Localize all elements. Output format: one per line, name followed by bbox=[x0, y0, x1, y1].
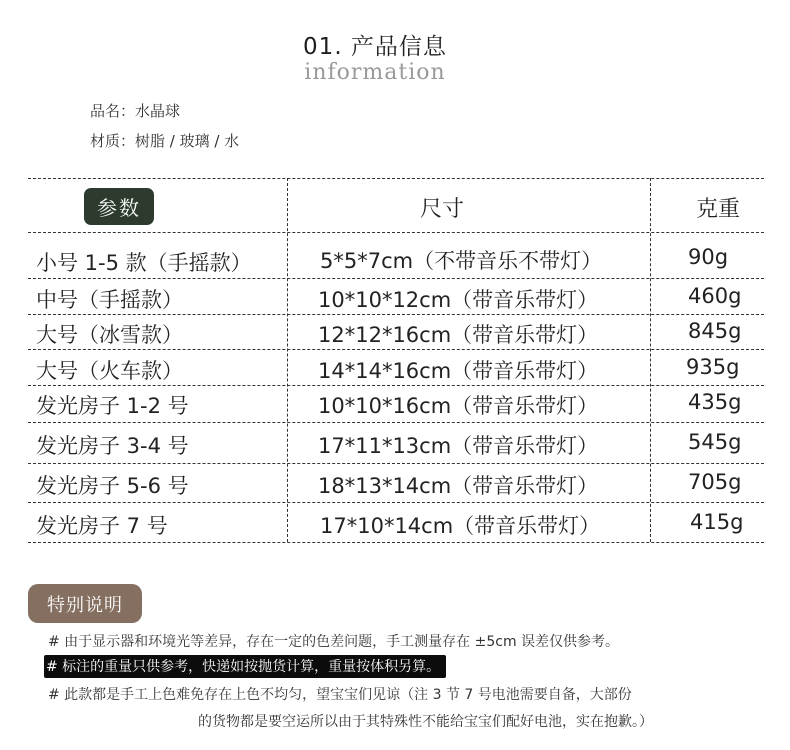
table-border bbox=[28, 178, 764, 179]
note-item-highlighted: # 标注的重量只供参考，快递如按抛货计算，重量按体积另算。 bbox=[44, 655, 446, 678]
cell-size: 10*10*12cm（带音乐带灯） bbox=[318, 288, 599, 312]
header-weight: 克重 bbox=[696, 197, 741, 222]
cell-size: 12*12*16cm（带音乐带灯） bbox=[318, 323, 599, 347]
cell-weight: 90g bbox=[688, 245, 729, 269]
cell-weight: 415g bbox=[690, 510, 744, 534]
cell-weight: 545g bbox=[688, 430, 742, 454]
table-divider bbox=[28, 422, 764, 423]
cell-weight: 460g bbox=[688, 284, 742, 308]
cell-size: 5*5*7cm（不带音乐不带灯） bbox=[320, 249, 603, 273]
cell-size: 14*14*16cm（带音乐带灯） bbox=[318, 359, 599, 383]
table-divider bbox=[28, 385, 764, 386]
section-title: 01. 产品信息 bbox=[303, 34, 447, 60]
cell-size: 17*11*13cm（带音乐带灯） bbox=[318, 434, 599, 458]
cell-model: 发光房子 5-6 号 bbox=[36, 474, 189, 498]
cell-size: 10*10*16cm（带音乐带灯） bbox=[318, 394, 599, 418]
cell-weight: 705g bbox=[688, 470, 742, 494]
cell-model: 大号（火车款） bbox=[36, 359, 183, 383]
note-item: # 由于显示器和环境光等差异，存在一定的色差问题，手工测量存在 ±5cm 误差仅供参考。 bbox=[48, 634, 620, 650]
product-material: 材质：树脂 / 玻璃 / 水 bbox=[90, 132, 240, 150]
cell-model: 发光房子 3-4 号 bbox=[36, 434, 189, 458]
product-name: 品名：水晶球 bbox=[90, 102, 181, 120]
cell-weight: 935g bbox=[686, 355, 740, 379]
cell-model: 发光房子 1-2 号 bbox=[36, 394, 189, 418]
header-params: 参数 bbox=[84, 188, 154, 225]
note-item-continuation: 的货物都是要空运所以由于其特殊性不能给宝宝们配好电池，实在抱歉。） bbox=[198, 714, 653, 730]
cell-weight: 845g bbox=[688, 319, 742, 343]
cell-model: 大号（冰雪款） bbox=[36, 323, 183, 347]
cell-size: 18*13*14cm（带音乐带灯） bbox=[318, 474, 599, 498]
table-divider bbox=[28, 278, 764, 279]
cell-model: 发光房子 7 号 bbox=[36, 514, 168, 538]
table-divider bbox=[28, 314, 764, 315]
section-subtitle: information bbox=[304, 60, 446, 85]
header-size: 尺寸 bbox=[420, 197, 465, 222]
notes-title-badge: 特别说明 bbox=[28, 584, 142, 623]
table-divider bbox=[28, 349, 764, 350]
table-divider bbox=[28, 232, 764, 233]
cell-model: 中号（手摇款） bbox=[36, 288, 183, 312]
column-divider bbox=[287, 178, 288, 542]
note-item: # 此款都是手工上色难免存在上色不均匀，望宝宝们见谅（注 3 节 7 号电池需要自备，大部份 bbox=[48, 687, 632, 703]
table-border bbox=[28, 542, 764, 543]
cell-size: 17*10*14cm（带音乐带灯） bbox=[320, 514, 601, 538]
table-divider bbox=[28, 502, 764, 503]
column-divider bbox=[650, 178, 651, 542]
cell-weight: 435g bbox=[688, 390, 742, 414]
cell-model: 小号 1-5 款（手摇款） bbox=[36, 251, 252, 275]
table-divider bbox=[28, 463, 764, 464]
